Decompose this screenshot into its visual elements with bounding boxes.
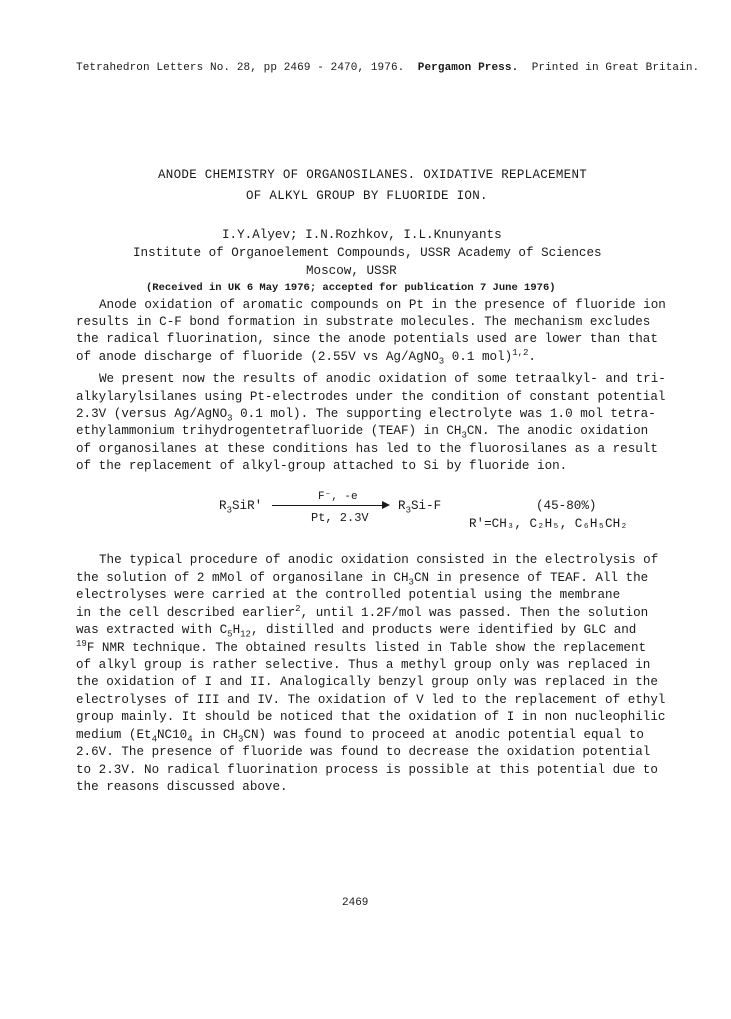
para1-line-4b: CN. The anodic oxidation bbox=[466, 424, 649, 438]
para2-line-7: of alkyl group is rather selective. Thus a methyl group only was replaced in bbox=[76, 658, 651, 672]
para2-line-4a: in the cell described earlier bbox=[76, 606, 296, 620]
para1-line-5: of organosilanes at these conditions has led to the fluorosilanes as a result bbox=[76, 442, 658, 456]
scheme-reactant: $R_3SiR'$ bbox=[219, 499, 263, 516]
para2-line-4b: , until 1.2F/mol was passed. Then the solution bbox=[300, 606, 649, 620]
para2-line-2b: CN in presence of TEAF. All the bbox=[413, 571, 649, 585]
scheme-yield: (45-80%) bbox=[536, 499, 597, 513]
para1-line-4a: ethylammonium trihydrogentetrafluoride (TEAF) in CH bbox=[76, 424, 462, 438]
para2-line-11d: CN) was found to proceed at anodic potential equal to bbox=[243, 728, 644, 742]
journal-citation: Tetrahedron Letters No. 28, pp 2469 - 2470, 1976. bbox=[76, 62, 405, 74]
para2-line-9: electrolyses of III and IV. The oxidation of V led to the replacement of ethyl bbox=[76, 693, 666, 707]
para2-line-6a: F NMR technique. The obtained results listed in Table show the replacement bbox=[86, 641, 647, 655]
para2-line-12: 2.6V. The presence of fluoride was found to decrease the oxidation potential bbox=[76, 745, 651, 759]
affiliation-line-2: Moscow, USSR bbox=[306, 264, 397, 278]
para2-line-10: group mainly. It should be noticed that the oxidation of I in non nucleophilic bbox=[76, 710, 666, 724]
para2-line-3: electrolyses were carried at the controlled potential using the membrane bbox=[76, 588, 621, 602]
para2-line-5b: H bbox=[232, 623, 241, 637]
scheme-above-arrow: F⁻, -e bbox=[318, 491, 358, 503]
para2-line-5a: was extracted with C bbox=[76, 623, 228, 637]
para2-line-11c: in CH bbox=[192, 728, 238, 742]
journal-header bbox=[76, 62, 699, 74]
publisher-name: Pergamon Press. bbox=[417, 62, 519, 74]
para2-line-5c: , distilled and products were identified by GLC and bbox=[250, 623, 637, 637]
paper-title-line-1: ANODE CHEMISTRY OF ORGANOSILANES. OXIDATIVE REPLACEMENT bbox=[158, 168, 588, 182]
para2-line-11: medium ($Et_4NC10_4$ in $CH_3CN$) was found to proceed at anodic potential equal to bbox=[76, 728, 644, 745]
para1-line-2: alkylarylsilanes using Pt-electrodes under the condition of constant potential bbox=[76, 390, 666, 404]
scheme-below-arrow: Pt, 2.3V bbox=[311, 511, 369, 525]
reaction-arrow-shaft bbox=[272, 505, 384, 506]
para2-line-11a: medium (Et bbox=[76, 728, 152, 742]
para2-line-4: in the cell described earlier$^2$, until 1.2F/mol was passed. Then the solution bbox=[76, 603, 649, 620]
printed-note: Printed in Great Britain. bbox=[531, 62, 700, 74]
para2-line-2: the solution of 2 mMol of organosilane in $CH_3CN$ in presence of TEAF. All the bbox=[76, 571, 649, 588]
authors: I.Y.Alyev; I.N.Rozhkov, I.L.Knunyants bbox=[222, 228, 502, 242]
paper-title-line-2: OF ALKYL GROUP BY FLUORIDE ION. bbox=[246, 189, 488, 203]
para2-line-13: to 2.3V. No radical fluorination process is possible at this potential due to bbox=[76, 763, 658, 777]
abstract-line-3: the radical fluorination, since the anode potentials used are lower than that bbox=[76, 332, 658, 346]
para1-line-3b: 0.1 mol). The supporting electrolyte was 1.0 mol tetra- bbox=[232, 407, 656, 421]
abstract-line-4: of anode discharge of fluoride (2.55V vs Ag/AgNO$_3$ 0.1 mol)$^{1,2}$. bbox=[76, 347, 536, 367]
reactant-rest: SiR' bbox=[231, 499, 263, 513]
para1-line-4: ethylammonium trihydrogentetrafluoride (TEAF) in $CH_3CN$. The anodic oxidation bbox=[76, 424, 649, 441]
product-r: R bbox=[398, 499, 406, 513]
para2-line-6: $^{19}$F NMR technique. The obtained results listed in Table show the replacement bbox=[76, 638, 647, 655]
scheme-substituents: R'=CH₃, C₂H₅, C₆H₅CH₂ bbox=[469, 517, 628, 531]
para1-line-6: of the replacement of alkyl-group attached to Si by fluoride ion. bbox=[76, 459, 568, 473]
para2-line-14: the reasons discussed above. bbox=[76, 780, 288, 794]
affiliation-line-1: Institute of Organoelement Compounds, USSR Academy of Sciences bbox=[133, 246, 602, 260]
abstract-line-1: Anode oxidation of aromatic compounds on Pt in the presence of fluoride ion bbox=[99, 298, 666, 312]
abstract-line-4-text: of anode discharge of fluoride (2.55V vs Ag/AgNO bbox=[76, 350, 439, 364]
para1-line-3: 2.3V (versus Ag/AgNO$_3$ 0.1 mol). The supporting electrolyte was 1.0 mol tetra- bbox=[76, 407, 656, 424]
para2-line-5: was extracted with $C_5H_{12}$, distilled and products were identified by GLC and bbox=[76, 623, 637, 640]
scheme-product: $R_3Si-F$ bbox=[398, 499, 442, 516]
reactant-r: R bbox=[219, 499, 227, 513]
product-rest: Si-F bbox=[410, 499, 442, 513]
para2-line-11b: NC10 bbox=[156, 728, 188, 742]
received-dates: (Received in UK 6 May 1976; accepted for publication 7 June 1976) bbox=[146, 282, 556, 294]
para1-line-1: We present now the results of anodic oxidation of some tetraalkyl- and tri- bbox=[99, 372, 666, 386]
para2-line-8: the oxidation of I and II. Analogically benzyl group only was replaced in the bbox=[76, 675, 658, 689]
para1-line-3a: 2.3V (versus Ag/AgNO bbox=[76, 407, 228, 421]
abstract-line-4-end: 0.1 mol) bbox=[451, 350, 513, 364]
page-number: 2469 bbox=[342, 897, 369, 909]
reaction-arrow-icon bbox=[382, 501, 390, 509]
para2-line-2a: the solution of 2 mMol of organosilane in CH bbox=[76, 571, 409, 585]
abstract-line-2: results in C-F bond formation in substrate molecules. The mechanism excludes bbox=[76, 315, 651, 329]
para2-line-1: The typical procedure of anodic oxidation consisted in the electrolysis of bbox=[99, 553, 659, 567]
